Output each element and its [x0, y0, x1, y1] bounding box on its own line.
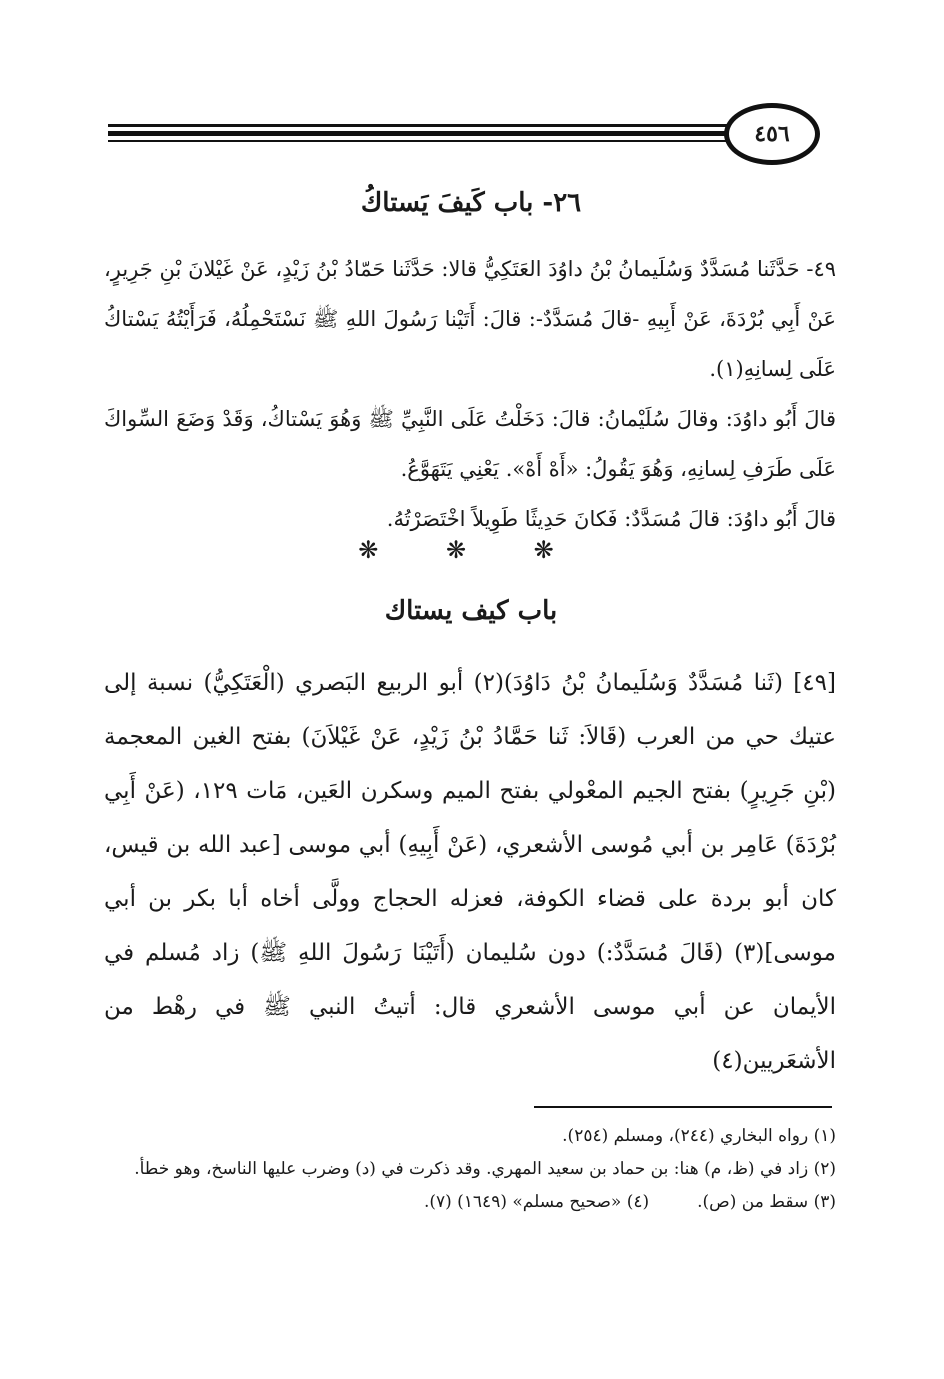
header-rule: [108, 124, 728, 127]
hadith-paragraph: ٤٩- حَدَّثَنا مُسَدَّدٌ وَسُلَيمانُ بْنُ داوُدَ العَتَكِيُّ قالا: حَدَّثَنا حَمّادُ بْنُ زَيْدٍ، عَنْ غَيْلانَ بْنِ جَرِيرٍ، عَنْ أَبِي بُرْدَةَ، عَنْ أَبِيهِ -قالَ مُسَدَّدٌ-: قالَ: أَتَيْنا رَسُولَ اللهِ ﷺ نَسْتَحْمِلُهُ، فَرَأَيْتُهُ يَسْتاكُ عَلَى لِسانِهِ(١).: [104, 257, 836, 381]
hadith-paragraph: قالَ أَبُو داوُدَ: وقالَ سُلَيْمانُ: قالَ: دَخَلْتُ عَلَى النَّبِيِّ ﷺ وَهُوَ يَسْتاكُ، وَقَدْ وَضَعَ السِّواكَ عَلَى طَرَفِ لِسانِهِ، وَهُوَ يَقُولُ: «أَهْ أَهْ». يَعْنِي يَتَهَوَّعُ.: [104, 407, 836, 481]
commentary-title: باب كيف يستاك: [384, 596, 558, 626]
header-rule: [108, 140, 728, 142]
section-separator: ❋ ❋ ❋: [358, 536, 584, 564]
footnotes: [104, 1120, 836, 1219]
footnote: (٣) سقط من (ص).: [697, 1192, 836, 1212]
commentary-text: [٤٩] (ثَنا مُسَدَّدٌ وَسُلَيمانُ بْنُ دَاوُدَ)(٢) أبو الربيع البَصري (الْعَتَكِيُّ) نسبة إلى عتيك حي من العرب (قَالاَ: ثَنا حَمَّادُ بْنُ زَيْدٍ، عَنْ غَيْلاَنَ) بفتح الغين المعجمة (بْنِ جَرِيرٍ) بفتح الجيم المعْولي بفتح الميم وسكرن العَين، مَات ١٢٩، (عَنْ أَبِي بُرْدَةَ) عَامِر بن أبي مُوسى الأشعري، (عَنْ أَبِيهِ) أبي موسى [عبد الله بن قيس، كان أبو بردة على قضاء الكوفة، فعزله الحجاج وولَّى أخاه أبا بكر بن أبي موسى](٣) (قَالَ مُسَدَّدٌ:) دون سُليمان (أَتَيْنَا رَسُولَ اللهِ ﷺ) زاد مُسلم في الأيمان عن أبي موسى الأشعري قال: أتيتُ النبي ﷺ في رهْط من الأشعَريين(٤): [104, 670, 836, 1074]
chapter-title: ٢٦- باب كَيفَ يَستاكُ: [360, 188, 582, 218]
footnote-rule: [534, 1106, 832, 1108]
hadith-paragraph: قالَ أَبُو داوُدَ: قالَ مُسَدَّدٌ: فَكانَ حَدِيثًا طَوِيلاً اخْتَصَرْتُهُ.: [386, 507, 836, 531]
page-number: ٤٥٦: [724, 103, 820, 165]
header-rule: [108, 131, 728, 136]
footnote-row: [104, 1186, 836, 1219]
footnote: (١) رواه البخاري (٢٤٤)، ومسلم (٢٥٤).: [562, 1126, 836, 1146]
footnote: (٢) زاد في (ظ، م) هنا: بن حماد بن سعيد المهري. وقد ذكرت في (د) وضرب عليها الناسخ، وهو خطأ.: [134, 1159, 836, 1179]
hadith-text: [104, 244, 836, 544]
footnote: (٤) «صحيح مسلم» (١٦٤٩) (٧).: [423, 1192, 650, 1212]
